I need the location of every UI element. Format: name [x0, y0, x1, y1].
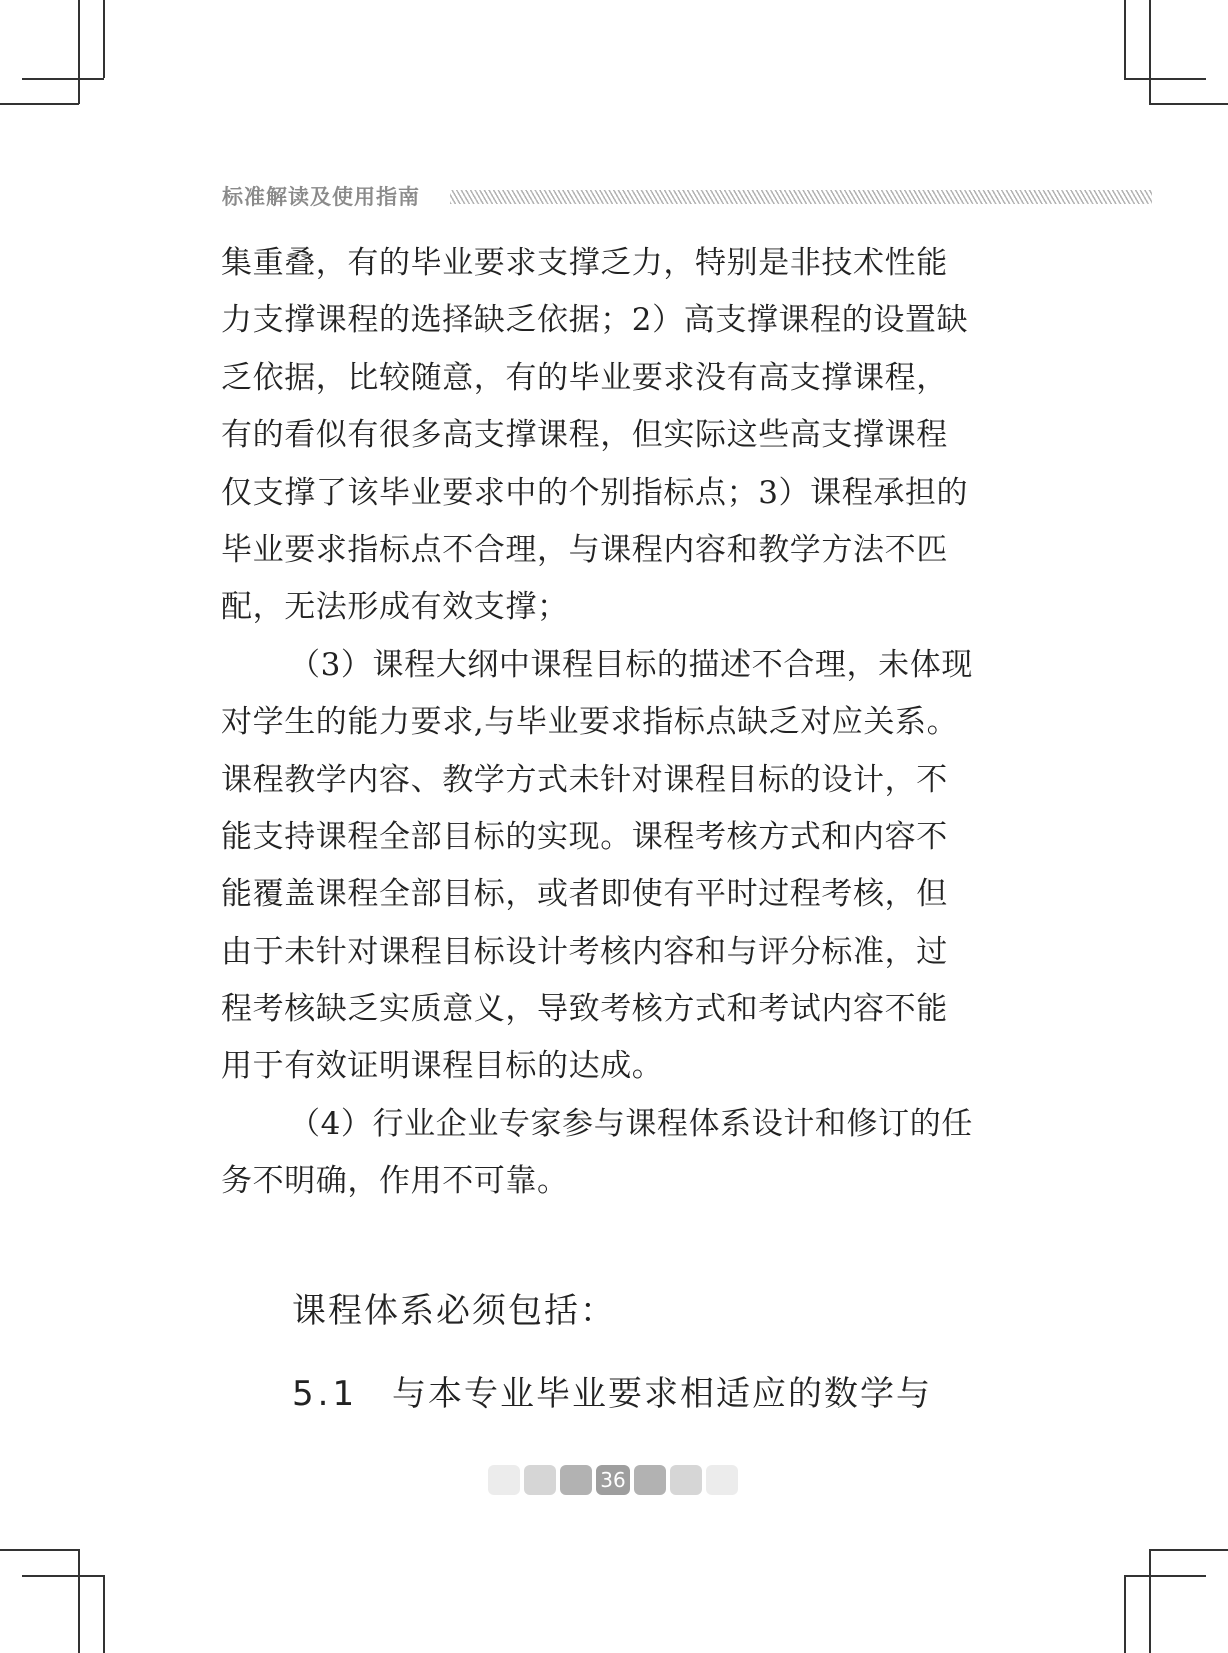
- page-number-bar: [488, 1465, 738, 1495]
- crop-mark-bottom-left-vertical-outer: [78, 1549, 80, 1653]
- section-title: 与本专业毕业要求相适应的数学与: [392, 1374, 932, 1414]
- crop-mark-bottom-left-horizontal-outer: [0, 1549, 79, 1551]
- crop-mark-bottom-left-horizontal-inner: [22, 1575, 104, 1577]
- section-number: 5.1: [292, 1374, 359, 1414]
- running-header: [222, 182, 1152, 212]
- crop-mark-top-left-vertical-outer: [78, 0, 80, 104]
- crop-mark-top-left-horizontal-outer: [0, 103, 79, 105]
- pager-segment: [524, 1465, 556, 1495]
- pager-segment: [634, 1465, 666, 1495]
- text-line: 务不明确，作用不可靠。: [221, 1163, 569, 1200]
- pager-segment: [488, 1465, 520, 1495]
- pager-segment: [706, 1465, 738, 1495]
- crop-mark-bottom-right-vertical-inner: [1124, 1575, 1126, 1653]
- crop-mark-bottom-right-vertical-outer: [1149, 1549, 1151, 1653]
- text-line: 能支持课程全部目标的实现。课程考核方式和内容不: [221, 818, 948, 855]
- paragraph-start-line: （4）行业企业专家参与课程体系设计和修订的任: [289, 1105, 973, 1142]
- text-line: 配，无法形成有效支撑；: [221, 589, 569, 626]
- crop-mark-bottom-left-vertical-inner: [103, 1575, 105, 1653]
- text-line: 程考核缺乏实质意义，导致考核方式和考试内容不能: [221, 991, 948, 1028]
- text-line: 乏依据，比较随意，有的毕业要求没有高支撑课程，: [221, 359, 948, 396]
- running-header-title: 标准解读及使用指南: [222, 185, 420, 209]
- crop-mark-top-left-horizontal-inner: [22, 78, 104, 80]
- text-line: 由于未针对课程目标设计考核内容和与评分标准，过: [221, 933, 948, 970]
- crop-mark-top-right-vertical-inner: [1124, 0, 1126, 78]
- crop-mark-bottom-right-horizontal-outer: [1149, 1549, 1228, 1551]
- text-line: 有的看似有很多高支撑课程，但实际这些高支撑课程: [221, 417, 948, 454]
- text-line: 用于有效证明课程目标的达成。: [221, 1048, 664, 1085]
- body-text: [221, 235, 1011, 1211]
- paragraph-start-line: （3）课程大纲中课程目标的描述不合理，未体现: [289, 646, 973, 683]
- section-intro-heading: 课程体系必须包括：: [292, 1291, 616, 1331]
- section-heading: [292, 1366, 932, 1415]
- text-line: 仅支撑了该毕业要求中的个别指标点；3）课程承担的: [221, 474, 969, 511]
- crop-mark-bottom-right-horizontal-inner: [1124, 1575, 1206, 1577]
- header-stripe-rule: [450, 190, 1152, 204]
- crop-mark-top-right-vertical-outer: [1149, 0, 1151, 104]
- text-line: 力支撑课程的选择缺乏依据；2）高支撑课程的设置缺: [221, 302, 969, 339]
- text-line: 毕业要求指标点不合理，与课程内容和教学方法不匹: [221, 531, 948, 568]
- page-number: 36: [596, 1465, 630, 1495]
- crop-mark-top-left-vertical-inner: [103, 0, 105, 78]
- text-line: 能覆盖课程全部目标，或者即使有平时过程考核，但: [221, 876, 948, 913]
- pager-segment: [560, 1465, 592, 1495]
- crop-mark-top-right-horizontal-outer: [1149, 103, 1228, 105]
- text-line: 对学生的能力要求,与毕业要求指标点缺乏对应关系。: [221, 704, 959, 741]
- crop-mark-top-right-horizontal-inner: [1124, 78, 1206, 80]
- text-line: 课程教学内容、教学方式未针对课程目标的设计，不: [221, 761, 948, 798]
- text-line: 集重叠，有的毕业要求支撑乏力，特别是非技术性能: [221, 245, 948, 281]
- pager-segment: [670, 1465, 702, 1495]
